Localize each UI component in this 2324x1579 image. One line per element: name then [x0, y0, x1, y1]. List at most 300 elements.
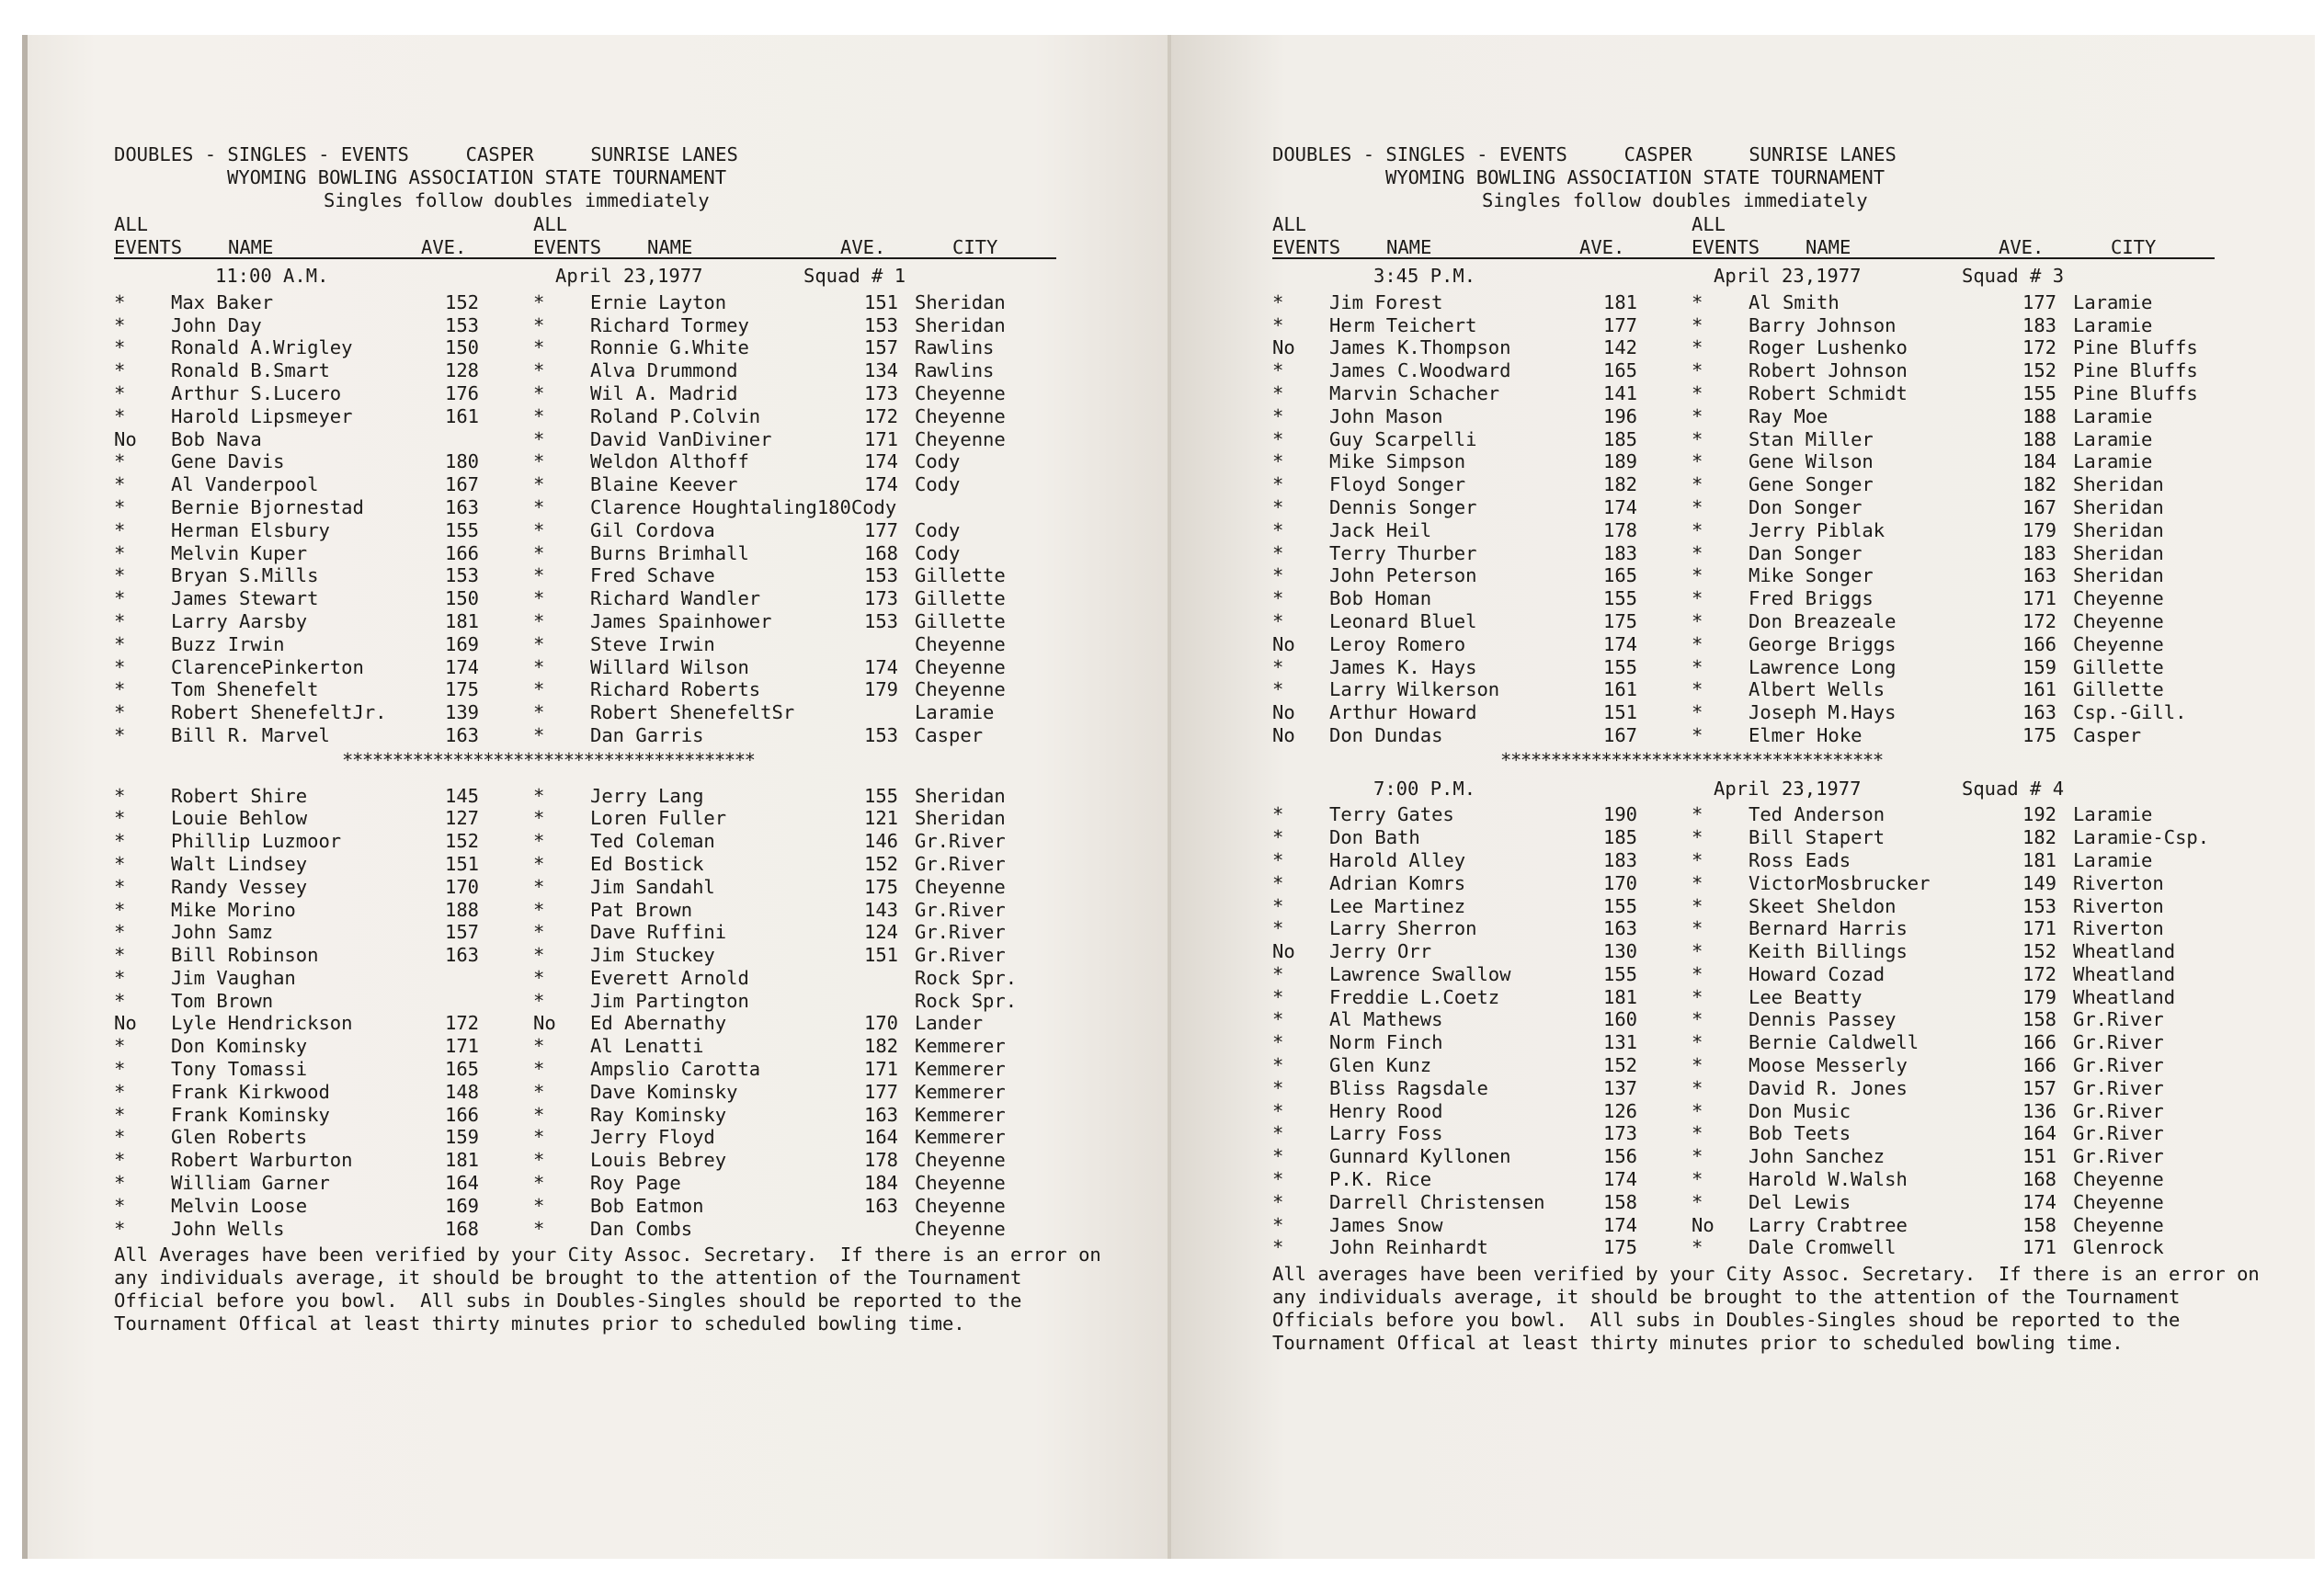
- table-row: [114, 405, 1125, 428]
- city: Gillette: [915, 564, 1006, 587]
- bowler-name: Ronald B.Smart: [171, 359, 330, 382]
- events-marker-2: *: [1692, 290, 1703, 313]
- partner-name: Wil A. Madrid: [590, 381, 738, 404]
- divider-stars: **************************************: [1500, 748, 1883, 771]
- table-row: [1272, 940, 2284, 963]
- table-row: [114, 876, 1125, 899]
- partner-average: 192: [2022, 803, 2057, 826]
- city: Cheyenne: [915, 1172, 1006, 1195]
- partner-name: Del Lewis: [1749, 1190, 1851, 1213]
- partner-average: 159: [2022, 655, 2057, 678]
- bowler-average: 170: [445, 875, 480, 898]
- bowler-name: Glen Roberts: [171, 1126, 308, 1149]
- partner-average: [864, 990, 915, 1013]
- partner-average: 182: [864, 1035, 899, 1058]
- events-marker-2: *: [1692, 473, 1703, 496]
- bowler-average: [445, 990, 533, 1013]
- bowler-name: Lawrence Swallow: [1329, 962, 1511, 985]
- events-marker: *: [114, 1080, 126, 1103]
- partner-average: 172: [864, 404, 899, 427]
- table-row: [114, 428, 1125, 451]
- events-marker-2: *: [1692, 564, 1703, 587]
- bowler-average: 155: [445, 518, 480, 541]
- bowler-name: James K.Thompson: [1329, 336, 1511, 359]
- partner-name: Lee Beatty: [1749, 985, 1863, 1008]
- events-marker: *: [1272, 473, 1284, 496]
- bowler-name: Bernie Bjornestad: [171, 495, 364, 518]
- partner-average: 181: [2022, 848, 2057, 871]
- partner-average: 153: [2022, 894, 2057, 917]
- events-marker: *: [1272, 1122, 1284, 1145]
- bowler-average: 127: [445, 807, 480, 830]
- bowler-average: 161: [445, 404, 480, 427]
- partner-average: 152: [864, 852, 899, 875]
- bowler-average: 177: [1603, 313, 1638, 336]
- events-marker-2: *: [1692, 541, 1703, 564]
- bowler-average: 155: [1603, 655, 1638, 678]
- partner-name: Clarence Houghtaling180Cody: [590, 495, 897, 518]
- partner-name: David VanDiviner: [590, 427, 772, 450]
- events-marker-2: *: [1692, 940, 1703, 963]
- bowler-name: Melvin Kuper: [171, 541, 308, 564]
- city: Wheatland: [2073, 962, 2176, 985]
- city: Laramie: [2073, 427, 2153, 450]
- partner-average: 173: [864, 587, 899, 610]
- bowler-name: Ronald A.Wrigley: [171, 336, 353, 359]
- city: Rock Spr.: [915, 989, 1018, 1012]
- city: Cheyenne: [2073, 1213, 2164, 1236]
- events-marker: *: [1272, 1213, 1284, 1236]
- bowler-name: John Reinhardt: [1329, 1236, 1488, 1259]
- col-all: ALL: [1272, 213, 1307, 236]
- table-row: [114, 291, 1125, 314]
- events-marker: *: [1272, 587, 1284, 610]
- city: Glenrock: [2073, 1236, 2164, 1259]
- bowler-name: John Day: [171, 313, 262, 336]
- events-marker-2: *: [1692, 678, 1703, 701]
- table-row: [1272, 405, 2284, 428]
- bowler-average: 181: [1603, 290, 1638, 313]
- events-marker: *: [1272, 609, 1284, 632]
- events-marker: *: [114, 898, 126, 921]
- bowler-name: Bryan S.Mills: [171, 564, 319, 587]
- table-row: [1272, 656, 2284, 679]
- partner-name: Jerry Floyd: [590, 1126, 715, 1149]
- partner-average: 188: [2022, 404, 2057, 427]
- col-all-2: ALL: [533, 213, 568, 236]
- events-marker-2: *: [1692, 826, 1703, 849]
- partner-name: Don Breazeale: [1749, 609, 1897, 632]
- table-row: [114, 496, 1125, 519]
- bowler-name: Arthur Howard: [1329, 701, 1477, 724]
- city: Gr.River: [2073, 1122, 2164, 1145]
- table-row: [1272, 1077, 2284, 1100]
- events-marker-2: *: [1692, 632, 1703, 655]
- events-marker-2: *: [533, 495, 545, 518]
- bowler-name: John Wells: [171, 1217, 285, 1240]
- city: Cheyenne: [915, 1149, 1006, 1172]
- events-marker-2: *: [1692, 381, 1703, 404]
- partner-name: Roy Page: [590, 1172, 681, 1195]
- partner-name: Larry Crabtree: [1749, 1213, 1908, 1236]
- events-marker-2: *: [1692, 518, 1703, 541]
- table-row: [1272, 428, 2284, 451]
- table-row: [1272, 1236, 2284, 1259]
- city: Sheridan: [915, 807, 1006, 830]
- events-marker-2: *: [533, 966, 545, 989]
- events-marker: *: [114, 336, 126, 359]
- events-marker-2: *: [1692, 701, 1703, 724]
- events-marker-2: *: [533, 427, 545, 450]
- col-ave: AVE.: [1579, 236, 1625, 259]
- city: Sheridan: [2073, 495, 2164, 518]
- bowler-average: 175: [445, 678, 480, 701]
- partner-name: Ed Bostick: [590, 852, 704, 875]
- partner-average: 158: [2022, 1008, 2057, 1031]
- partner-name: Ray Kominsky: [590, 1103, 727, 1126]
- partner-average: 163: [2022, 564, 2057, 587]
- events-marker: *: [114, 587, 126, 610]
- partner-average: 175: [864, 875, 899, 898]
- partner-name: George Briggs: [1749, 632, 1897, 655]
- partner-average: 171: [864, 1058, 899, 1081]
- partner-name: Fred Schave: [590, 564, 715, 587]
- city: Cody: [915, 541, 961, 564]
- events-marker-2: *: [533, 336, 545, 359]
- events-marker: *: [114, 944, 126, 967]
- page-header-subtitle: WYOMING BOWLING ASSOCIATION STATE TOURNAMENT: [1385, 165, 1885, 188]
- verification-note: All Averages have been verified by your City Assoc. Secretary. If there is an error on any individuals average, it should be brought to the attention of the Tournament Official before you bowl. All subs in Doubles-Singles should be reported to the Tournament Offical at least thirty minutes prior to scheduled bowling time.: [114, 1244, 1113, 1335]
- table-row: [1272, 1031, 2284, 1054]
- partner-average: 151: [864, 290, 899, 313]
- events-marker: No: [1272, 723, 1295, 746]
- table-row: [1272, 1008, 2284, 1031]
- bowler-average: 174: [1603, 1168, 1638, 1191]
- city: Gillette: [2073, 655, 2164, 678]
- events-marker-2: *: [533, 1217, 545, 1240]
- events-marker: *: [1272, 1076, 1284, 1099]
- table-row: [1272, 803, 2284, 826]
- partner-average: 184: [2022, 450, 2057, 473]
- partner-name: Fred Briggs: [1749, 587, 1874, 610]
- page-header-subtitle: WYOMING BOWLING ASSOCIATION STATE TOURNAMENT: [227, 165, 727, 188]
- table-row: [114, 990, 1125, 1013]
- bowler-average: 151: [445, 852, 480, 875]
- events-marker: *: [1272, 871, 1284, 894]
- city: Gr.River: [915, 898, 1006, 921]
- bowler-name: Darrell Christensen: [1329, 1190, 1545, 1213]
- events-marker: *: [114, 290, 126, 313]
- col-name-2: NAME: [647, 236, 693, 259]
- events-marker: No: [1272, 336, 1295, 359]
- bowler-average: 189: [1603, 450, 1638, 473]
- bowler-name: Larry Foss: [1329, 1122, 1443, 1145]
- bowler-average: 151: [1603, 701, 1638, 724]
- events-marker-2: *: [1692, 404, 1703, 427]
- bowler-average: 165: [1603, 359, 1638, 382]
- events-marker: No: [114, 1012, 137, 1035]
- bowler-average: 166: [445, 1103, 480, 1126]
- bowler-name: Randy Vessey: [171, 875, 308, 898]
- partner-average: 184: [864, 1172, 899, 1195]
- partner-average: 136: [2022, 1099, 2057, 1122]
- events-marker: *: [114, 1058, 126, 1081]
- partner-name: Jerry Lang: [590, 784, 704, 807]
- squad-date: April 23,1977: [555, 264, 703, 287]
- city: Sheridan: [2073, 518, 2164, 541]
- table-row: [114, 1126, 1125, 1149]
- table-row: [114, 724, 1125, 747]
- city: Sheridan: [2073, 564, 2164, 587]
- bowler-average: 170: [1603, 871, 1638, 894]
- partner-average: 170: [864, 1012, 899, 1035]
- partner-average: 175: [2022, 723, 2057, 746]
- verification-note: All averages have been verified by your City Assoc. Secretary. If there is an error on any individuals average, it should be brought to the attention of the Tournament Officials before you bowl. All subs in Doubles-Singles shoud be reported to the Tournament Offical at least thirty minutes prior to scheduled bowling time.: [1272, 1263, 2272, 1354]
- squad-time: 11:00 A.M.: [215, 264, 329, 287]
- bowler-name: Frank Kominsky: [171, 1103, 330, 1126]
- bowler-average: 174: [445, 655, 480, 678]
- partner-average: 151: [2022, 1145, 2057, 1168]
- bowler-name: Don Kominsky: [171, 1035, 308, 1058]
- events-marker-2: *: [533, 875, 545, 898]
- events-marker-2: *: [1692, 1054, 1703, 1077]
- partner-average: 161: [2022, 678, 2057, 701]
- bowler-average: 165: [445, 1058, 480, 1081]
- partner-name: Roger Lushenko: [1749, 336, 1908, 359]
- bowler-average: 161: [1603, 678, 1638, 701]
- bowler-average: [445, 967, 533, 990]
- events-marker-2: *: [533, 1058, 545, 1081]
- events-marker: *: [114, 1217, 126, 1240]
- squad-label: Squad # 4: [1962, 777, 2065, 800]
- events-marker: *: [114, 784, 126, 807]
- bowler-average: 150: [445, 336, 480, 359]
- events-marker-2: *: [533, 898, 545, 921]
- events-marker-2: *: [1692, 1099, 1703, 1122]
- events-marker-2: *: [533, 655, 545, 678]
- partner-name: Keith Billings: [1749, 940, 1908, 963]
- events-marker: *: [114, 495, 126, 518]
- bowler-name: Floyd Songer: [1329, 473, 1466, 496]
- bowler-average: 153: [445, 313, 480, 336]
- table-row: [1272, 1100, 2284, 1123]
- table-row: [1272, 314, 2284, 337]
- page-header-note: Singles follow doubles immediately: [324, 188, 710, 211]
- table-row: [1272, 872, 2284, 895]
- partner-name: Gil Cordova: [590, 518, 715, 541]
- bowler-name: Guy Scarpelli: [1329, 427, 1477, 450]
- bowler-name: Al Mathews: [1329, 1008, 1443, 1031]
- bowler-average: 152: [445, 830, 480, 853]
- events-marker: *: [1272, 1008, 1284, 1031]
- city: Cheyenne: [2073, 1190, 2164, 1213]
- partner-average: 179: [864, 678, 899, 701]
- partner-name: Bernie Caldwell: [1749, 1031, 1920, 1054]
- table-row: [1272, 610, 2284, 633]
- events-marker-2: *: [533, 1149, 545, 1172]
- table-row: [114, 587, 1125, 610]
- table-row: [1272, 633, 2284, 656]
- col-name-2: NAME: [1806, 236, 1851, 259]
- partner-average: 168: [2022, 1168, 2057, 1191]
- partner-name: Don Songer: [1749, 495, 1863, 518]
- partner-average: 182: [2022, 826, 2057, 849]
- city: Cody: [915, 518, 961, 541]
- events-marker-2: *: [1692, 609, 1703, 632]
- events-marker-2: *: [533, 852, 545, 875]
- partner-name: Bernard Harris: [1749, 917, 1908, 940]
- events-marker-2: No: [533, 1012, 556, 1035]
- table-row: [114, 967, 1125, 990]
- table-row: [114, 921, 1125, 944]
- events-marker: *: [114, 1172, 126, 1195]
- bowler-average: 163: [1603, 917, 1638, 940]
- table-row: [1272, 963, 2284, 986]
- city: Sheridan: [2073, 541, 2164, 564]
- events-marker: No: [1272, 940, 1295, 963]
- partner-average: 177: [864, 518, 899, 541]
- bowler-name: James Stewart: [171, 587, 319, 610]
- partner-name: Jim Partington: [590, 989, 749, 1012]
- events-marker-2: *: [1692, 359, 1703, 382]
- partner-name: Ray Moe: [1749, 404, 1828, 427]
- events-marker: *: [1272, 313, 1284, 336]
- partner-name: Louis Bebrey: [590, 1149, 727, 1172]
- events-marker: *: [1272, 985, 1284, 1008]
- table-row: [1272, 519, 2284, 542]
- squad-heading: [1272, 778, 2284, 801]
- bowler-average: 168: [445, 1217, 480, 1240]
- events-marker-2: *: [1692, 427, 1703, 450]
- partner-average: 164: [2022, 1122, 2057, 1145]
- partner-average: 168: [864, 541, 899, 564]
- events-marker: *: [1272, 1054, 1284, 1077]
- city: Sheridan: [2073, 473, 2164, 496]
- bowler-average: 178: [1603, 518, 1638, 541]
- city: Riverton: [2073, 871, 2164, 894]
- events-marker-2: *: [1692, 848, 1703, 871]
- partner-average: 152: [2022, 940, 2057, 963]
- table-row: [114, 633, 1125, 656]
- events-marker: *: [1272, 826, 1284, 849]
- bowler-name: Tom Brown: [171, 989, 274, 1012]
- partner-name: Al Smith: [1749, 290, 1840, 313]
- partner-name: Bill Stapert: [1749, 826, 1885, 849]
- events-marker: *: [1272, 359, 1284, 382]
- squad-heading: [114, 265, 1125, 288]
- table-row: [114, 944, 1125, 967]
- bowler-name: Robert ShenefeltJr.: [171, 701, 387, 724]
- bowler-average: 174: [1603, 1213, 1638, 1236]
- partner-average: 134: [864, 359, 899, 382]
- events-marker-2: *: [533, 1194, 545, 1217]
- bowler-average: 155: [1603, 962, 1638, 985]
- events-marker: *: [114, 852, 126, 875]
- bowler-name: Adrian Komrs: [1329, 871, 1466, 894]
- partner-average: [864, 701, 915, 724]
- city: Gr.River: [2073, 1008, 2164, 1031]
- events-marker-2: *: [533, 989, 545, 1012]
- bowler-average: 182: [1603, 473, 1638, 496]
- partner-name: Loren Fuller: [590, 807, 727, 830]
- partner-name: Dave Ruffini: [590, 921, 727, 944]
- partner-name: Gene Wilson: [1749, 450, 1874, 473]
- partner-average: 174: [2022, 1190, 2057, 1213]
- events-marker: *: [114, 609, 126, 632]
- bowler-average: 169: [445, 632, 480, 655]
- table-row: [1272, 986, 2284, 1009]
- bowler-average: 183: [1603, 541, 1638, 564]
- events-marker: *: [1272, 678, 1284, 701]
- partner-average: 183: [2022, 313, 2057, 336]
- events-marker-2: *: [1692, 1031, 1703, 1054]
- bowler-name: Bill Robinson: [171, 944, 319, 967]
- squad-label: Squad # 3: [1962, 264, 2065, 287]
- events-marker: *: [114, 450, 126, 473]
- col-events-2: EVENTS: [1692, 236, 1760, 259]
- city: Cheyenne: [915, 1217, 1006, 1240]
- events-marker-2: *: [1692, 313, 1703, 336]
- bowler-average: 139: [445, 701, 480, 724]
- partner-average: 143: [864, 898, 899, 921]
- city: Gr.River: [2073, 1031, 2164, 1054]
- events-marker-2: *: [533, 290, 545, 313]
- partner-average: [864, 633, 915, 656]
- left-page-content: [114, 143, 1125, 1335]
- events-marker-2: *: [533, 784, 545, 807]
- page-header-note: Singles follow doubles immediately: [1482, 188, 1868, 211]
- bowler-average: 141: [1603, 381, 1638, 404]
- table-row: [1272, 564, 2284, 587]
- column-headers: [114, 213, 1125, 259]
- partner-name: Weldon Althoff: [590, 450, 749, 473]
- table-row: [114, 1035, 1125, 1058]
- bowler-name: Dennis Songer: [1329, 495, 1477, 518]
- events-marker: *: [114, 1149, 126, 1172]
- events-marker-2: *: [1692, 655, 1703, 678]
- city: Gillette: [915, 609, 1006, 632]
- partner-average: 182: [2022, 473, 2057, 496]
- bowler-average: 165: [1603, 564, 1638, 587]
- events-marker-2: *: [1692, 587, 1703, 610]
- city: Gr.River: [2073, 1099, 2164, 1122]
- events-marker-2: *: [533, 944, 545, 967]
- events-marker-2: *: [533, 313, 545, 336]
- partner-name: Harold W.Walsh: [1749, 1168, 1908, 1191]
- partner-name: Ross Eads: [1749, 848, 1851, 871]
- table-row: [1272, 1168, 2284, 1191]
- partner-name: Willard Wilson: [590, 655, 749, 678]
- partner-name: Ronnie G.White: [590, 336, 749, 359]
- partner-name: Roland P.Colvin: [590, 404, 761, 427]
- bowler-average: 172: [445, 1012, 480, 1035]
- bowler-name: Jim Vaughan: [171, 966, 296, 989]
- city: Csp.-Gill.: [2073, 701, 2187, 724]
- bowler-name: Herman Elsbury: [171, 518, 330, 541]
- partner-average: 155: [864, 784, 899, 807]
- events-marker: *: [114, 564, 126, 587]
- events-marker: *: [114, 359, 126, 382]
- bowler-name: Lee Martinez: [1329, 894, 1466, 917]
- squad-time: 3:45 P.M.: [1373, 264, 1476, 287]
- table-row: [114, 564, 1125, 587]
- bowler-name: John Peterson: [1329, 564, 1477, 587]
- bowler-average: 126: [1603, 1099, 1638, 1122]
- events-marker: *: [114, 381, 126, 404]
- partner-name: Robert Johnson: [1749, 359, 1908, 382]
- events-marker-2: *: [533, 807, 545, 830]
- partner-average: 172: [2022, 609, 2057, 632]
